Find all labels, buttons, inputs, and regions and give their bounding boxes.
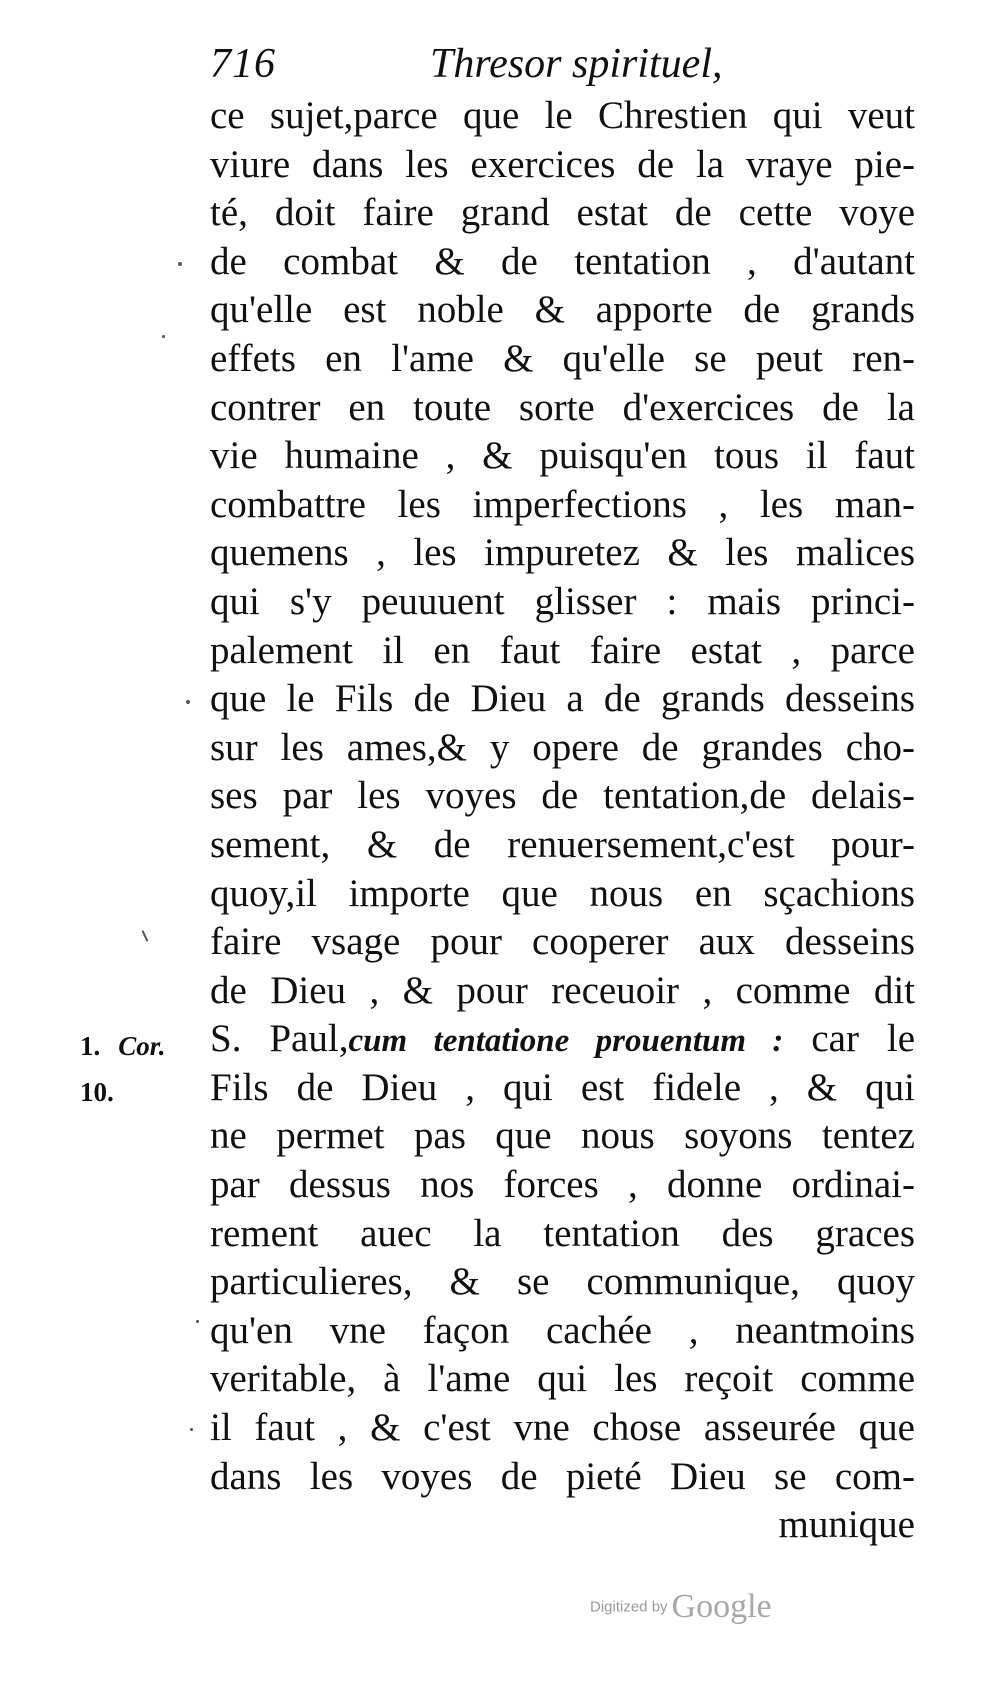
margin-speck <box>190 1428 193 1431</box>
text-line: de Dieu , & pour receuoir , comme dit <box>210 968 915 1012</box>
text-line: quemens , les impuretez & les malices <box>210 531 915 575</box>
text-line: sement, & de renuersement,c'est pour- <box>210 822 915 866</box>
text-line: effets en l'ame & qu'elle se peut ren- <box>210 336 915 380</box>
text-line: faire vsage pour cooperer aux desseins <box>210 920 915 964</box>
latin-line-prefix: S. Paul, <box>210 1017 349 1061</box>
margin-speck <box>196 1320 199 1323</box>
text-line: viure dans les exercices de la vraye pie- <box>210 142 915 186</box>
text-line: qu'en vne façon cachée , neantmoins <box>210 1308 915 1352</box>
text-line: ce sujet,parce que le Chrestien qui veut <box>210 94 915 137</box>
text-line: vie humaine , & puisqu'en tous il faut <box>210 434 915 478</box>
text-line: rement auec la tentation des graces <box>210 1211 915 1255</box>
text-line: que le Fils de Dieu a de grands desseins <box>210 677 915 721</box>
text-line: Fils de Dieu , qui est fidele , & qui <box>210 1065 915 1109</box>
text-line: il faut , & c'est vne chose asseurée que <box>210 1406 915 1450</box>
text-line: sur les ames,& y opere de grandes cho- <box>210 725 915 769</box>
margin-reference-line <box>80 1023 200 1069</box>
text-line: qu'elle est noble & apporte de grands <box>210 288 915 332</box>
text-line: particulieres, & se communique, quoy <box>210 1260 915 1304</box>
latin-line-suffix: car le <box>783 1017 915 1061</box>
margin-speck <box>142 930 149 942</box>
page-number: 716 <box>210 41 276 87</box>
text-line: contrer en toute sorte d'exercices de la <box>210 385 915 429</box>
catchword: munique <box>778 1503 915 1547</box>
text-line-with-latin-quote <box>210 1015 915 1064</box>
margin-speck <box>186 700 190 704</box>
text-line: de combat & de tentation , d'autant <box>210 239 915 283</box>
text-line: par dessus nos forces , donne ordinai- <box>210 1163 915 1207</box>
text-line: quoy,il importe que nous en sçachions <box>210 871 915 915</box>
google-wordmark: Google <box>671 1588 772 1625</box>
text-line: ne permet pas que nous soyons tentez <box>210 1114 915 1158</box>
body-text <box>210 92 915 1550</box>
margin-reference-book: Cor. <box>118 1031 166 1061</box>
digitized-watermark <box>590 1588 810 1638</box>
margin-speck <box>162 335 165 338</box>
margin-reference-chapter: 10. <box>80 1077 114 1107</box>
text-line: combattre les imperfections , les man- <box>210 482 915 526</box>
running-head <box>210 38 770 94</box>
text-line: palement il en faut faire estat , parce <box>210 628 915 672</box>
text-line: dans les voyes de pieté Dieu se com- <box>210 1454 915 1498</box>
text-line: ses par les voyes de tentation,de delais- <box>210 774 915 818</box>
text-line: veritable, à l'ame qui les reçoit comme <box>210 1357 915 1401</box>
text-line: té, doit faire grand estat de cette voye <box>210 191 915 235</box>
running-title: Thresor spirituel, <box>430 41 723 87</box>
margin-speck <box>178 262 182 266</box>
digitized-by-label: Digitized by <box>590 1598 668 1616</box>
latin-quotation: cum tentatione prouentum : <box>348 1023 784 1060</box>
margin-reference <box>80 1023 200 1115</box>
text-line: qui s'y peuuuent glisser : mais princi- <box>210 579 915 623</box>
margin-reference-number: 1. <box>80 1031 101 1061</box>
